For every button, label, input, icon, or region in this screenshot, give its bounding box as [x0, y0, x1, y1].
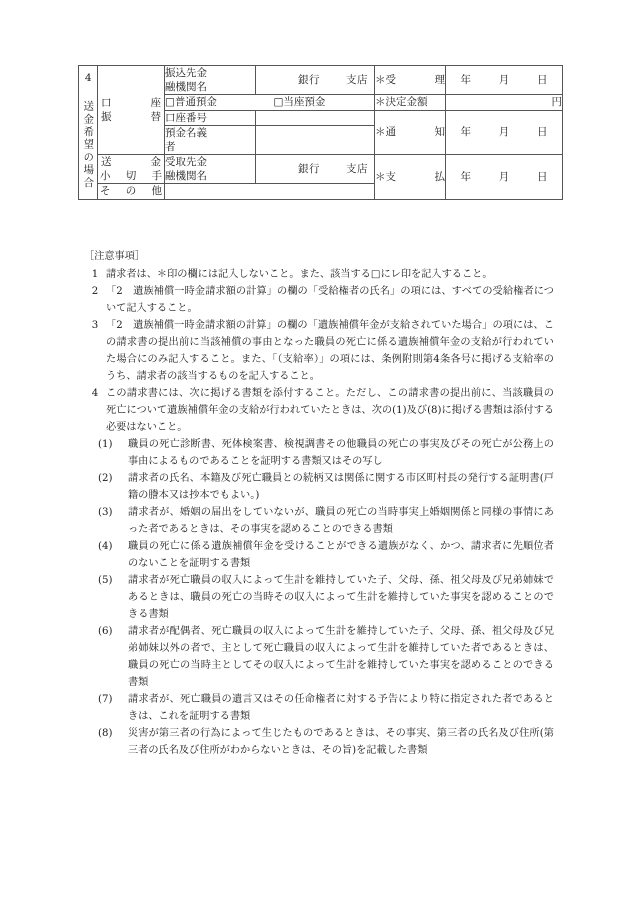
- other-label-char-c: 他: [151, 185, 162, 198]
- sub-item-number: (4): [98, 541, 113, 552]
- official-notice-date-cell[interactable]: [446, 110, 563, 155]
- branch-word: 支店: [346, 74, 368, 87]
- official-payment-date-cell[interactable]: [446, 155, 563, 200]
- other-label-char-b: の: [125, 185, 137, 198]
- sub-item-7: [84, 691, 554, 725]
- sub-item-2: [84, 470, 554, 504]
- sub-item-number: (1): [98, 439, 113, 450]
- year-label: 年: [460, 170, 471, 183]
- sub-item-4: [84, 538, 554, 572]
- check-label-char-d: 切: [125, 170, 137, 183]
- note-item-1: [84, 266, 554, 283]
- month-label: 月: [498, 74, 510, 87]
- bank-name-label-line2: 融機関名: [165, 81, 207, 94]
- other-method-input-cell[interactable]: [165, 184, 375, 199]
- transfer-label-line2: [98, 110, 164, 124]
- sub-item-6: [84, 623, 554, 691]
- check-label-line1: [98, 155, 164, 169]
- checkbox-current-deposit[interactable]: □当座預金: [273, 96, 326, 109]
- bank-name-label-line1: 振込先金: [165, 67, 207, 79]
- official-payment-date: [446, 170, 562, 184]
- check-label-line2: [98, 169, 164, 183]
- official-payment-label: [375, 170, 445, 184]
- account-number-label: 口座番号: [165, 111, 207, 124]
- transfer-label-char-c: 振: [101, 111, 112, 124]
- note-item-4: [84, 385, 554, 436]
- note-text: 「2 遺族補償一時金請求額の計算」の欄の「受給権者の氏名」の項には、すべての受給権者について記入すること。: [106, 286, 554, 314]
- account-kind-cell[interactable]: [165, 95, 375, 110]
- transfer-method-label-cell: [98, 66, 165, 155]
- account-holder-label-line1: 預金名義: [165, 126, 207, 139]
- other-method-label-cell: [98, 184, 165, 199]
- remittance-method-table: [78, 65, 563, 200]
- day-label: 日: [537, 126, 548, 139]
- section-label-cell: [79, 66, 98, 200]
- sub-item-number: (7): [98, 694, 113, 705]
- official-notice-label-b: 知: [434, 126, 445, 139]
- checkbox-ordinary-deposit[interactable]: □普通預金: [165, 96, 217, 109]
- note-number: 1: [91, 269, 99, 280]
- sub-item-text: 災害が第三者の行為によって生じたものであるときは、その事実、第三者の氏名及び住所(第三者の氏名及び住所がわからないときは、その旨)を記載した書類: [128, 728, 554, 756]
- transfer-label-line1: [98, 96, 164, 110]
- day-label: 日: [537, 74, 548, 87]
- notes-section: [84, 248, 554, 759]
- sub-item-3: [84, 504, 554, 538]
- official-payment-label-a: ＊支: [375, 170, 396, 183]
- account-number-input-cell[interactable]: [256, 110, 375, 125]
- official-receipt-label-cell: [375, 66, 446, 95]
- note-text: この請求書には、次に掲げる書類を添付すること。ただし、この請求書の提出前に、当該職員の死亡について遺族補償年金の支給が行われていたときは、次の(1)及び(8)に掲げる書類は添付する必要はないこと。: [106, 388, 554, 433]
- sub-item-text: 職員の死亡診断書、死体検案書、検視調書その他職員の死亡の事実及びその死亡が公務上の事由によるものであることを証明する書類又はその写し: [128, 439, 554, 467]
- official-receipt-date-cell[interactable]: [446, 66, 563, 95]
- notes-heading: ［注意事項］: [84, 251, 146, 262]
- note-item-2: [84, 283, 554, 317]
- sub-item-text: 請求者の氏名、本籍及び死亡職員との続柄又は関係に関する市区町村長の発行する証明書(戸籍の謄本又は抄本でもよい。): [128, 473, 554, 501]
- official-payment-label-cell: [375, 155, 446, 200]
- bank-name-input-cell[interactable]: [256, 66, 375, 95]
- section-label-text: 4 送金希望の場合: [82, 71, 95, 189]
- payee-bank-label-line2: 融機関名: [165, 170, 207, 183]
- sub-item-5: [84, 572, 554, 623]
- payee-bank-label-cell: [165, 155, 256, 184]
- sub-item-text: 請求者が、死亡職員の遺言又はその任命権者に対する予告により特に指定された者であるときは、これを証明する書類: [128, 694, 554, 722]
- official-notice-label: [375, 125, 445, 139]
- sub-item-1: [84, 436, 554, 470]
- sub-item-text: 請求者が配偶者、死亡職員の収入によって生計を維持していた子、父母、孫、祖父母及び兄弟姉妹以外の者で、主として死亡職員の収入によって生計を維持していた者であるときは、職員の死亡の当時主としてその収入によって生計を維持していた事実を認めることのできる書類: [128, 626, 554, 688]
- check-label-char-c: 小: [100, 170, 111, 183]
- account-holder-input-cell[interactable]: [256, 125, 375, 154]
- official-amount-unit: 円: [551, 96, 562, 109]
- bank-word: 銀行: [298, 163, 320, 176]
- check-label-char-b: 金: [150, 156, 161, 169]
- official-receipt-label-b: 理: [434, 74, 445, 87]
- check-label-char-a: 送: [101, 156, 112, 169]
- account-kind-options: [165, 95, 374, 109]
- note-number: 3: [91, 320, 99, 331]
- sub-item-number: (5): [98, 575, 113, 586]
- official-amount-value-cell[interactable]: [446, 95, 563, 110]
- official-notice-date: [446, 125, 562, 139]
- month-label: 月: [498, 126, 510, 139]
- official-payment-label-b: 払: [434, 170, 445, 183]
- transfer-label-char-d: 替: [150, 111, 161, 124]
- account-holder-label-cell: [165, 125, 256, 154]
- remittance-check-label-cell: [98, 155, 165, 184]
- transfer-label-char-a: 口: [101, 96, 112, 109]
- sub-item-text: 請求者が死亡職員の収入によって生計を維持していた子、父母、孫、祖父母及び兄弟姉妹であるときは、職員の死亡の当時その収入によって生計を維持していた事実を認めることのできる書類: [128, 575, 554, 620]
- account-holder-label-line2: 者: [165, 140, 176, 153]
- official-receipt-label-a: ＊受: [375, 74, 396, 87]
- official-notice-label-cell: [375, 110, 446, 155]
- month-label: 月: [498, 170, 510, 183]
- year-label: 年: [460, 74, 471, 87]
- note-number: 2: [91, 286, 99, 297]
- account-number-label-cell: [165, 110, 256, 125]
- table-row: [79, 155, 563, 184]
- official-amount-label-cell: [375, 95, 446, 110]
- branch-word: 支店: [346, 163, 368, 176]
- sub-item-number: (8): [98, 728, 113, 739]
- official-notice-label-a: ＊通: [375, 126, 396, 139]
- sub-item-number: (2): [98, 473, 113, 484]
- note-4-sub-list: [84, 436, 554, 759]
- official-amount-label: ＊決定金額: [375, 96, 428, 109]
- transfer-label-char-b: 座: [150, 96, 161, 109]
- sub-item-8: [84, 725, 554, 759]
- day-label: 日: [537, 170, 548, 183]
- sub-item-text: 請求者が、婚姻の届出をしていないが、職員の死亡の当時事実上婚姻関係と同様の事情にあった者であるときは、その事実を認めることのできる書類: [128, 507, 554, 535]
- other-label-char-a: そ: [100, 185, 111, 198]
- bank-word: 銀行: [298, 74, 320, 87]
- check-label-char-e: 手: [151, 170, 162, 183]
- bank-name-label-cell: [165, 66, 256, 95]
- payee-bank-input-cell[interactable]: [256, 155, 375, 184]
- note-text: 請求者は、＊印の欄には記入しないこと。また、該当する□にレ印を記入すること。: [106, 269, 493, 280]
- sub-item-text: 職員の死亡に係る遺族補償年金を受けることができる遺族がなく、かつ、請求者に先順位者のないことを証明する書類: [128, 541, 554, 569]
- payee-bank-label-line1: 受取先金: [165, 156, 207, 169]
- table-row: [79, 66, 563, 95]
- bank-name-hint: [256, 73, 374, 87]
- official-receipt-date: [446, 73, 562, 87]
- other-label: [98, 184, 164, 198]
- payee-bank-hint: [256, 162, 374, 176]
- sub-item-number: (6): [98, 626, 113, 637]
- note-text: 「2 遺族補償一時金請求額の計算」の欄の「遺族補償年金が支給されていた場合」の項には、この請求書の提出前に当該補償の事由となった職員の死亡に係る遺族補償年金の支給が行われていた場合にのみ記入すること。また、「（支給率）」の項には、条例附則第4条各号に掲げる支給率のうち、請求者の該当するものを記入すること。: [106, 320, 554, 382]
- note-item-3: [84, 317, 554, 385]
- note-number: 4: [91, 388, 99, 399]
- sub-item-number: (3): [98, 507, 113, 518]
- year-label: 年: [460, 126, 471, 139]
- official-receipt-label: [375, 73, 445, 87]
